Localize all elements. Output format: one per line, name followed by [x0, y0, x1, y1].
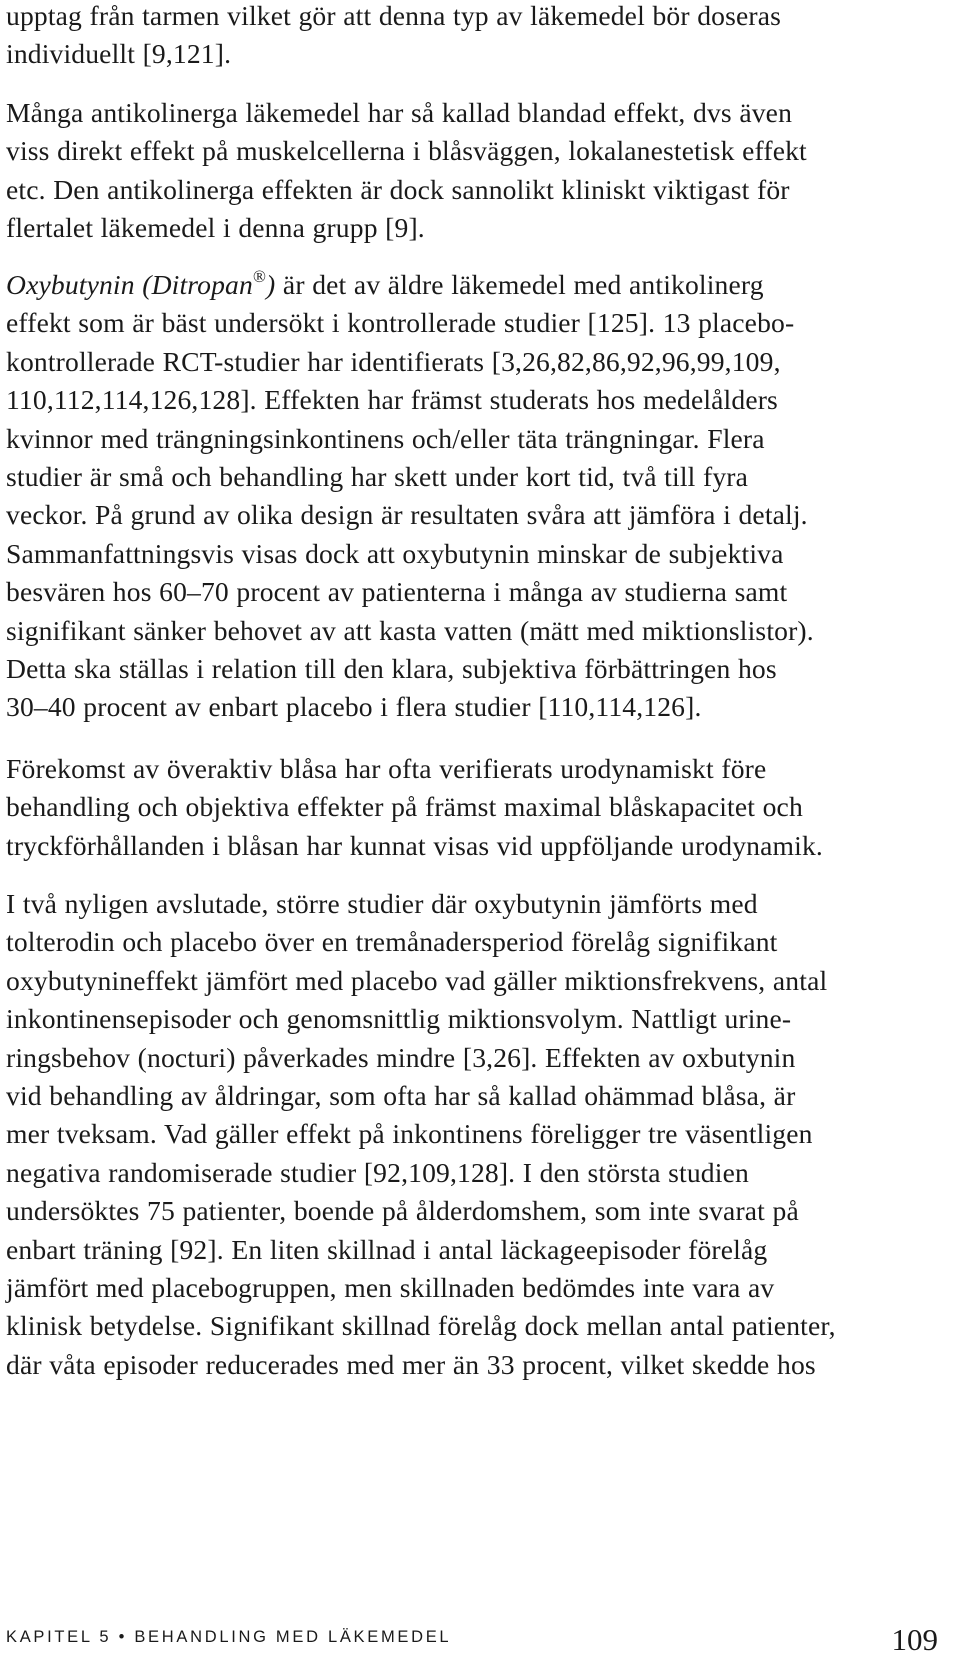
- text-line: etc. Den antikolinerga effekten är dock sannolikt kliniskt viktigast för: [6, 173, 790, 205]
- text-line: tryckförhållanden i blåsan har kunnat visas vid uppföljande urodynamik.: [6, 829, 823, 861]
- drug-line-rest: är det av äldre läkemedel med antikolinerg: [275, 269, 764, 300]
- text-line: 30–40 procent av enbart placebo i flera studier [110,114,126].: [6, 691, 702, 723]
- text-line: studier är små och behandling har skett under kort tid, två till fyra: [6, 461, 749, 493]
- page-footer: [6, 1610, 946, 1660]
- text-line: kontrollerade RCT-studier har identifierats [3,26,82,86,92,96,99,109,: [6, 345, 781, 377]
- text-line: klinisk betydelse. Signifikant skillnad förelåg dock mellan antal patienter,: [6, 1310, 836, 1342]
- text-line: Sammanfattningsvis visas dock att oxybutynin minskar de subjektiva: [6, 537, 784, 569]
- registered-mark: ®: [252, 266, 267, 286]
- text-line: Många antikolinerga läkemedel har så kallad blandad effekt, dvs även: [6, 97, 793, 128]
- paragraph-recent-studies: [6, 885, 836, 1384]
- text-line: oxybutynineffekt jämfört med placebo vad gäller miktionsfrekvens, antal: [6, 964, 828, 996]
- text-line: upptag från tarmen vilket gör att denna typ av läkemedel bör doseras: [6, 0, 782, 31]
- text-line: besvären hos 60–70 procent av patienterna i många av studierna samt: [6, 576, 788, 608]
- text-line: tolterodin och placebo över en tremånadersperiod förelåg signifikant: [6, 926, 778, 958]
- text-line: vid behandling av åldringar, som ofta har så kallad ohämmad blåsa, är: [6, 1080, 796, 1112]
- text-line: negativa randomiserade studier [92,109,128]. I den största studien: [6, 1156, 749, 1188]
- paragraph-oxybutynin: [6, 266, 814, 727]
- text-line: kvinnor med trängningsinkontinens och/eller täta trängningar. Flera: [6, 422, 765, 454]
- text-line: Förekomst av överaktiv blåsa har ofta verifierats urodynamiskt före: [6, 753, 767, 784]
- text-line: veckor. På grund av olika design är resultaten svåra att jämföra i detalj.: [6, 499, 808, 531]
- paragraph-urodynamics: [6, 750, 823, 865]
- text-line: viss direkt effekt på muskelcellerna i blåsväggen, lokalanestetisk effekt: [6, 135, 807, 167]
- text-line: Detta ska ställas i relation till den klara, subjektiva förbättringen hos: [6, 653, 777, 685]
- text-line: ringsbehov (nocturi) påverkades mindre [3,26]. Effekten av oxbutynin: [6, 1041, 796, 1073]
- page-number: 109: [891, 1622, 938, 1657]
- text-line-drug-name: [6, 266, 814, 304]
- text-line: mer tveksam. Vad gäller effekt på inkontinens föreligger tre väsentligen: [6, 1118, 813, 1150]
- drug-name: Oxybutynin (Ditropan: [6, 269, 253, 300]
- text-line: I två nyligen avslutade, större studier där oxybutynin jämförts med: [6, 888, 758, 919]
- text-line: signifikant sänker behovet av att kasta vatten (mätt med miktionslistor).: [6, 614, 814, 646]
- paragraph-anticholinergic-effect: [6, 94, 807, 248]
- text-line: inkontinensepisoder och genomsnittlig miktionsvolym. Nattligt urine-: [6, 1003, 792, 1035]
- text-line: jämfört med placebogruppen, men skillnaden bedömdes inte vara av: [6, 1272, 775, 1304]
- text-line: effekt som är bäst undersökt i kontrollerade studier [125]. 13 placebo-: [6, 307, 795, 339]
- text-line: 110,112,114,126,128]. Effekten har främst studerats hos medelålders: [6, 384, 778, 416]
- text-line: individuellt [9,121].: [6, 38, 232, 70]
- paragraph-dosage: [6, 0, 781, 74]
- text-line: enbart träning [92]. En liten skillnad i antal läckageepisoder förelåg: [6, 1233, 768, 1265]
- text-line: behandling och objektiva effekter på främst maximal blåskapacitet och: [6, 791, 803, 823]
- drug-name-close: ): [266, 269, 276, 300]
- chapter-label: KAPITEL 5 • BEHANDLING MED LÄKEMEDEL: [6, 1628, 452, 1646]
- text-line: flertalet läkemedel i denna grupp [9].: [6, 212, 425, 244]
- text-line: undersöktes 75 patienter, boende på ålderdomshem, som inte svarat på: [6, 1195, 799, 1227]
- text-line: där våta episoder reducerades med mer än 33 procent, vilket skedde hos: [6, 1348, 816, 1380]
